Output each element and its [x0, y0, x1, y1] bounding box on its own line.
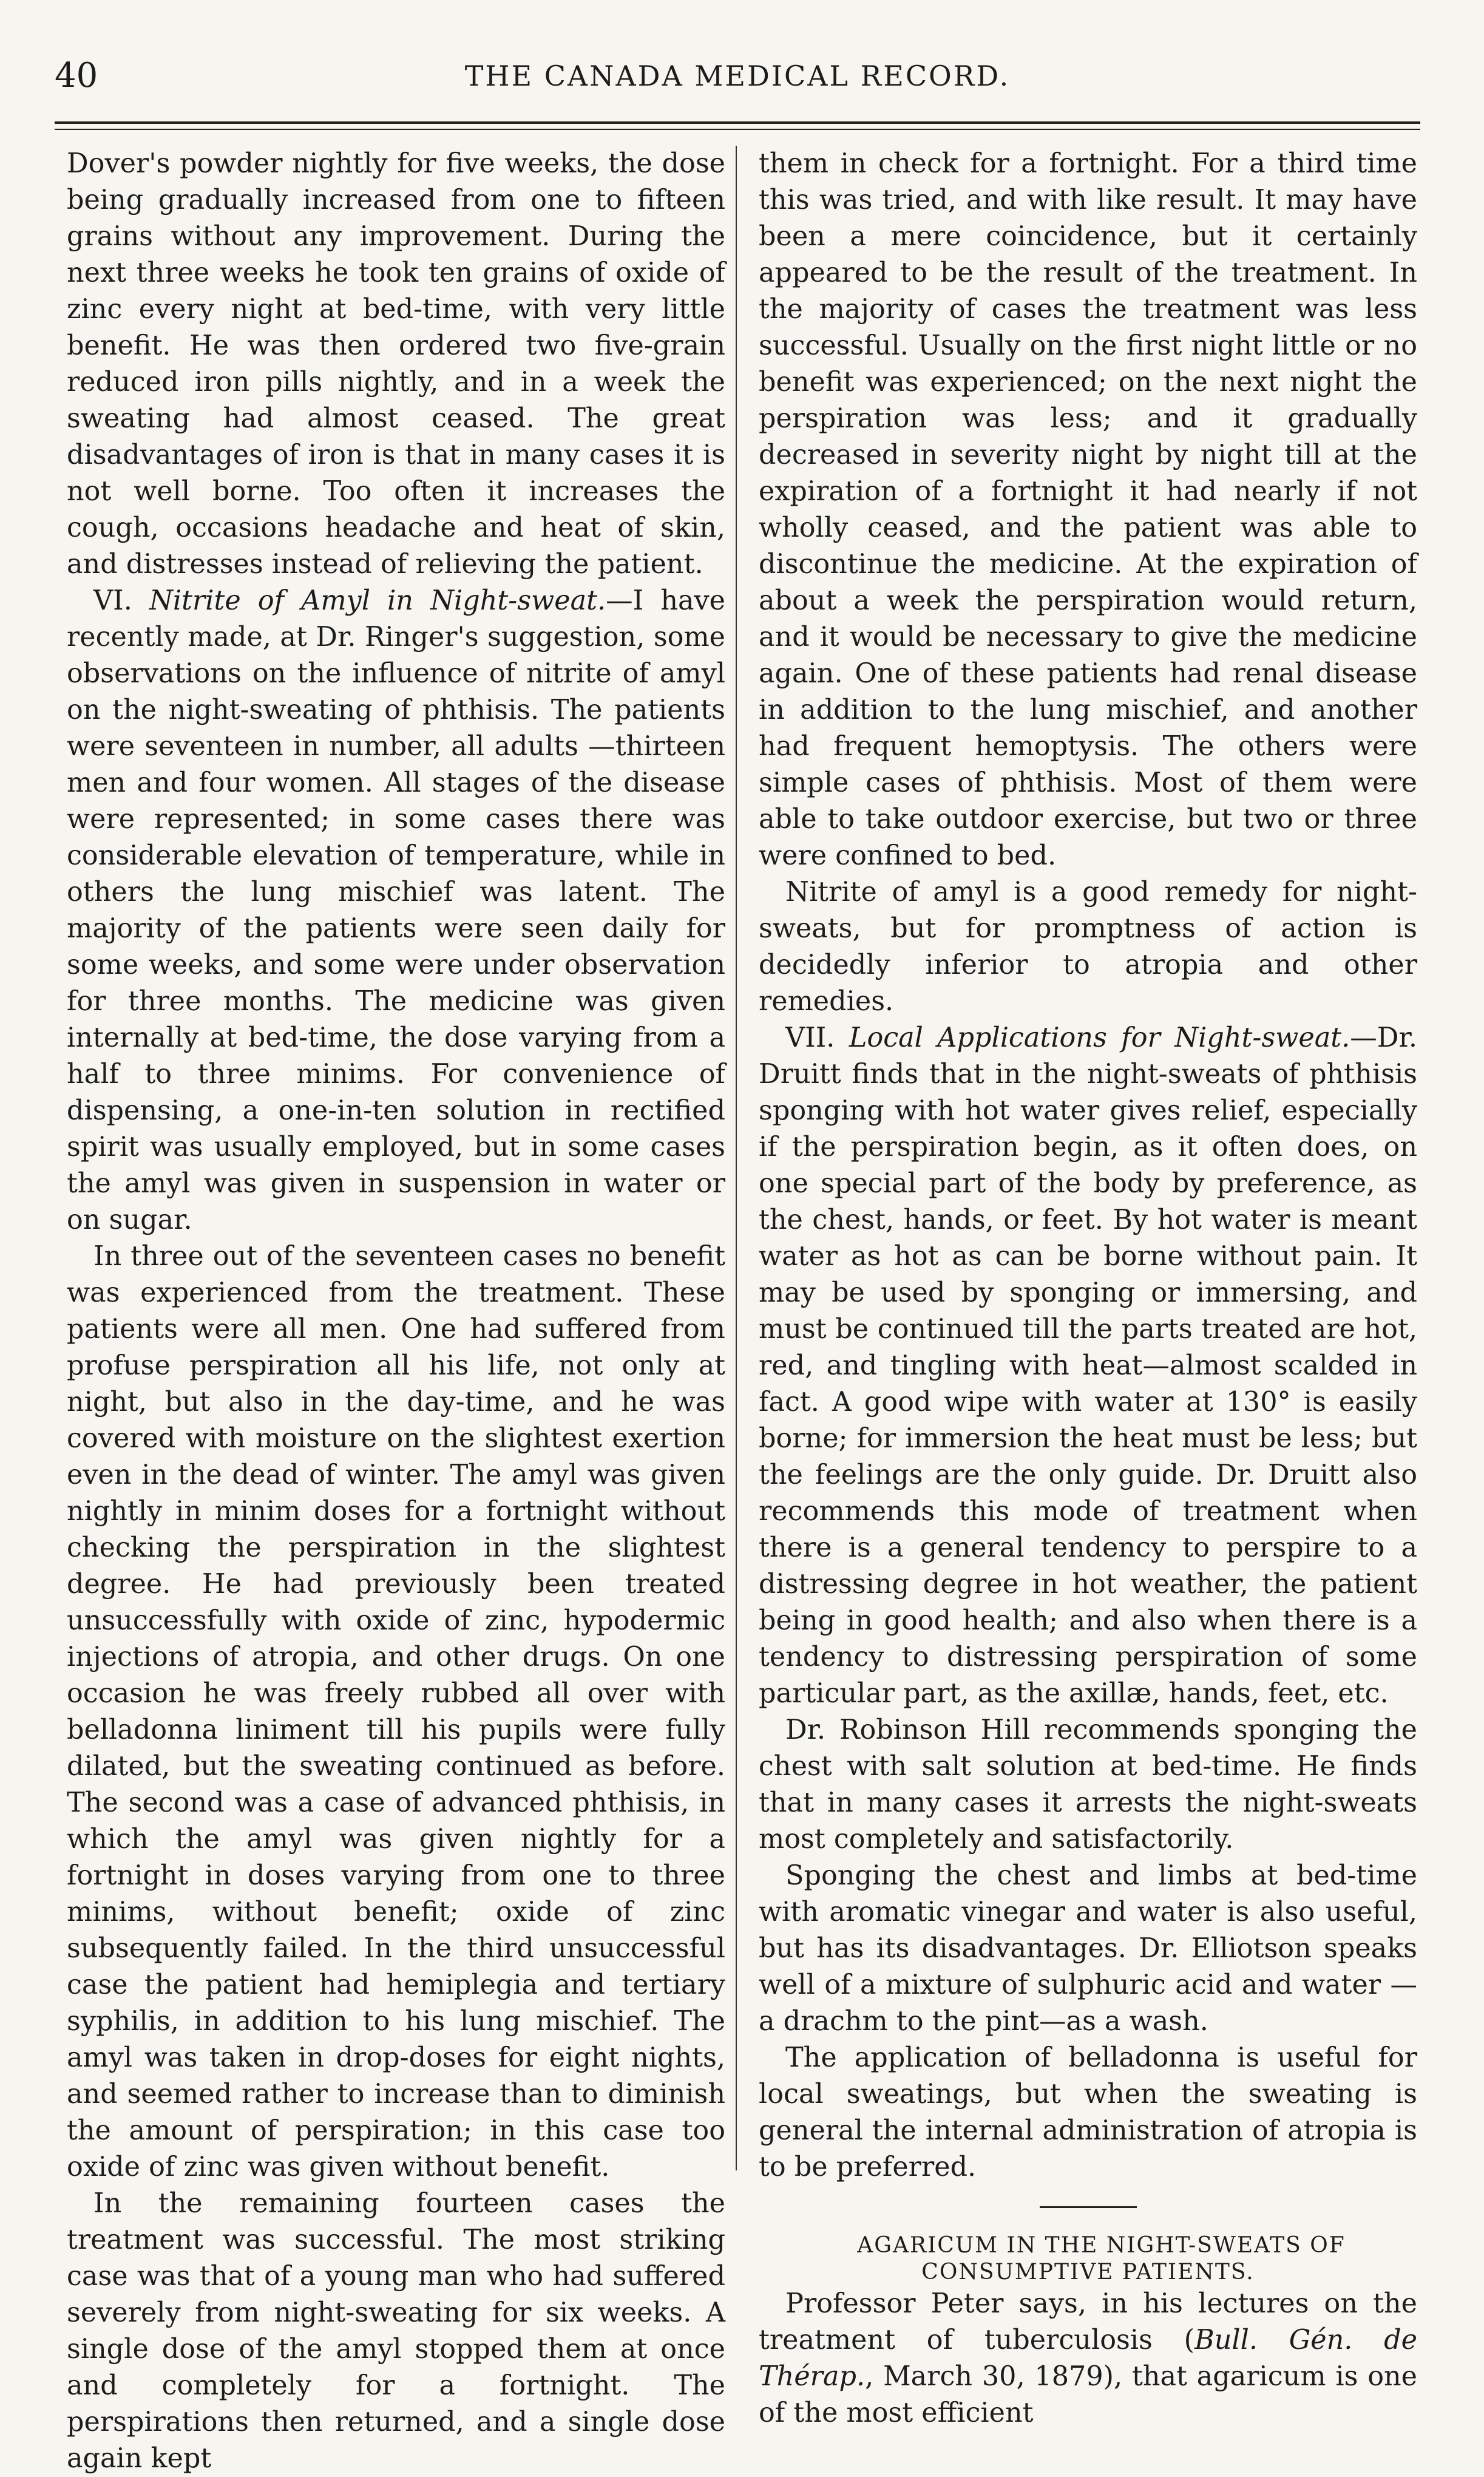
paragraph [759, 2040, 1417, 2186]
paragraph [67, 146, 725, 583]
header-rule [55, 121, 1420, 124]
italic-title: Local Applications for Night-sweat. [849, 1022, 1350, 1053]
section-heading: AGARICUM IN THE NIGHT-SWEATS OF CONSUMPTIVE PATIENTS. [857, 2233, 1346, 2285]
italic-title: Bull. Gén. de Thérap. [759, 2325, 1417, 2392]
paragraph-text: The application of belladonna is useful for local sweatings, but when the sweating is general the internal administration of atropia is to be preferred. [759, 2042, 1417, 2183]
paragraph-text: In the remaining fourteen cases the treatment was successful. The most striking case was that of a young man who had suffered severely from night-sweating for six weeks. A single dose of the amyl stopped them at once and completely for a fortnight. The perspirations then returned, and a single dose again kept [67, 2188, 725, 2474]
right-column-paragraphs [759, 146, 1417, 2186]
paragraph-text: Dover's powder nightly for five weeks, the dose being gradually increased from one to fifteen grains without any improvement. During the next three weeks he took ten grains of oxide of zinc every night at bed-time, with very little benefit. He was then ordered two five-grain reduced iron pills nightly, and in a week the sweating had almost ceased. The great disadvantages of iron is that in many cases it is not well borne. Too often it increases the cough, occasions headache and heat of skin, and distresses instead of relieving the patient. [67, 148, 725, 580]
page-header [55, 52, 1420, 100]
header-rule-thin [55, 129, 1420, 130]
paragraph [67, 583, 725, 1238]
paragraph-text: —I have recently made, at Dr. Ringer's suggestion, some observations on the influence of nitrite of amyl on the night-sweating of phthisis. The patients were seventeen in number, all adults —thirteen men and four women. All stages of the disease were represented; in some cases there was considerable elevation of temperature, while in others the lung mischief was latent. The majority of the patients were seen daily for some weeks, and some were under observation for three months. The medicine was given internally at bed-time, the dose varying from a half to three minims. For convenience of dispensing, a one-in-ten solution in rectified spirit was usually employed, but in some cases the amyl was given in suspension in water or on sugar. [67, 585, 725, 1235]
paragraph-text: , March 30, 1879), that agaricum is one of the most efficient [759, 2361, 1417, 2428]
paragraph [759, 1858, 1417, 2040]
section-divider-rule [1040, 2206, 1137, 2208]
paragraph-text: In three out of the seventeen cases no benefit was experienced from the treatment. These patients were all men. One had suffered from profuse perspiration all his life, not only at night, but also in the day-time, and he was covered with moisture on the slightest exertion even in the dead of winter. The amyl was given nightly in minim doses for a fortnight without checking the perspiration in the slightest degree. He had previously been treated unsuccessfully with oxide of zinc, hypodermic injections of atropia, and other drugs. On one occasion he was freely rubbed all over with belladonna liniment till his pupils were fully dilated, but the sweating continued as before. The second was a case of advanced phthisis, in which the amyl was given nightly for a fortnight in doses varying from one to three minims, without benefit; oxide of zinc subsequently failed. In the third unsuccessful case the patient had hemiplegia and tertiary syphilis, in addition to his lung mischief. The amyl was taken in drop-doses for eight nights, and seemed rather to increase than to diminish the amount of perspiration; in this case too oxide of zinc was given without benefit. [67, 1241, 725, 2183]
paragraph [67, 2186, 725, 2477]
column-divider [736, 146, 737, 2170]
italic-title: Nitrite of Amyl in Night-sweat. [149, 585, 606, 616]
paragraph [759, 1020, 1417, 1712]
right-column [759, 146, 1417, 2428]
paragraph-text: Sponging the chest and limbs at bed-time with aromatic vinegar and water is also useful, but has its disadvantages. Dr. Elliotson speaks well of a mixture of sulphuric acid and water —a drachm to the pint—as a wash. [759, 1860, 1417, 2037]
paragraph-text: Dr. Robinson Hill recommends sponging the chest with salt solution at bed-time. He finds that in many cases it arrests the night-sweats most completely and satisfactorily. [759, 1714, 1417, 1855]
page-number: 40 [55, 56, 98, 95]
paragraph [759, 1712, 1417, 1858]
paragraph-text: VII. [785, 1022, 849, 1053]
paragraph-text: them in check for a fortnight. For a third time this was tried, and with like result. It may have been a mere coincidence, but it certainly appeared to be the result of the treatment. In the majority of cases the treatment was less successful. Usually on the first night little or no benefit was experienced; on the next night the perspiration was less; and it gradually decreased in severity night by night till at the expiration of a fortnight it had nearly if not wholly ceased, and the patient was able to discontinue the medicine. At the expiration of about a week the perspiration would return, and it would be necessary to give the medicine again. One of these patients had renal disease in addition to the lung mischief, and another had frequent hemoptysis. The others were simple cases of phthisis. Most of them were able to take outdoor exercise, but two or three were confined to bed. [759, 148, 1417, 871]
paragraph-text: Professor Peter says, in his lectures on the treatment of tuberculosis ( [759, 2288, 1417, 2356]
paragraph [67, 1238, 725, 2186]
left-column [67, 146, 725, 2474]
paragraph [759, 146, 1417, 874]
paragraph [759, 874, 1417, 1020]
running-title: THE CANADA MEDICAL RECORD. [464, 59, 1011, 92]
paragraph-text: VI. [93, 585, 149, 616]
paragraph-text: Nitrite of amyl is a good remedy for night-sweats, but for promptness of action is decidedly inferior to atropia and other remedies. [759, 877, 1417, 1017]
right-column-section-text [759, 2286, 1417, 2431]
paragraph [759, 2286, 1417, 2431]
paragraph-text: —Dr. Druitt finds that in the night-sweats of phthisis sponging with hot water gives relief, especially if the perspiration begin, as it often does, on one special part of the body by preference, as the chest, hands, or feet. By hot water is meant water as hot as can be borne without pain. It may be used by sponging or immersing, and must be continued till the parts treated are hot, red, and tingling with heat—almost scalded in fact. A good wipe with water at 130° is easily borne; for immersion the heat must be less; but the feelings are the only guide. Dr. Druitt also recommends this mode of treatment when there is a general tendency to perspire to a distressing degree in hot weather, the patient being in good health; and also when there is a tendency to distressing perspiration of some particular part, as the axillæ, hands, feet, etc. [759, 1022, 1417, 1709]
